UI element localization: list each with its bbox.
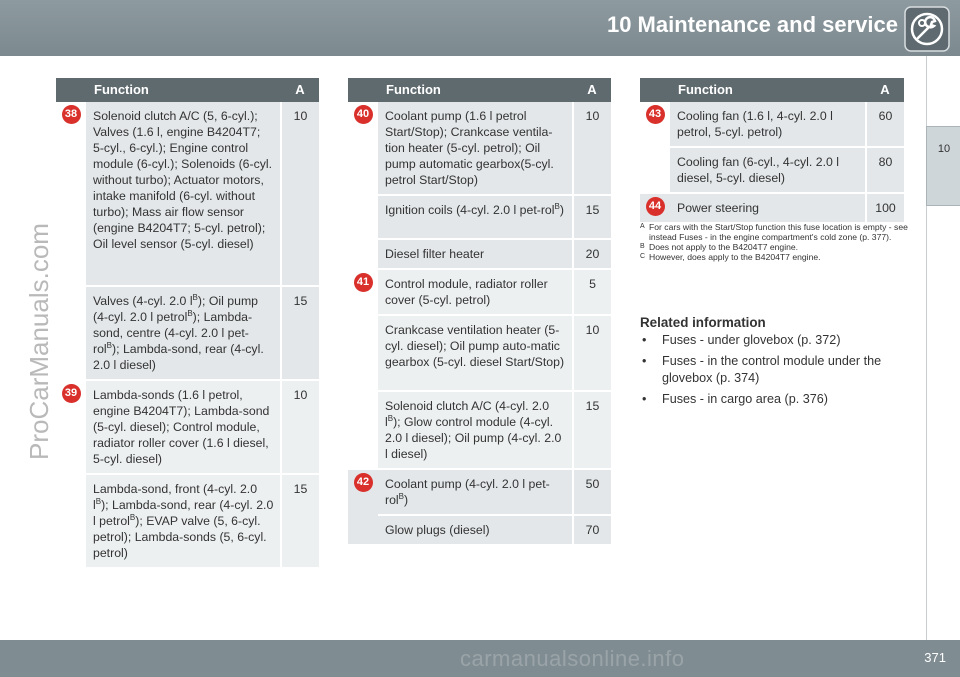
page-title: 10 Maintenance and service bbox=[606, 12, 898, 37]
table-row bbox=[348, 195, 611, 239]
footnote-text: For cars with the Start/Stop function this fuse location is empty - see instead Fuses - in the engine compartment's cold zone (p. 377). bbox=[649, 222, 908, 242]
header-function: Function bbox=[86, 78, 281, 102]
page-header bbox=[0, 0, 960, 56]
footnote bbox=[640, 252, 908, 262]
related-list bbox=[640, 332, 908, 408]
fuse-table-3 bbox=[640, 78, 904, 224]
table-row bbox=[640, 102, 904, 147]
table-row bbox=[348, 269, 611, 315]
header-amperage: A bbox=[866, 78, 904, 102]
fuse-function: Solenoid clutch A/C (5, 6-cyl.); Valves (1.6 l, engine B4204T7; 5-cyl., 6-cyl.); Engine control module (6-cyl.); Solenoids (6-cyl. without turbo); Actuator motors, intake manifold (6-cyl. without turbo); Mass air flow sensor (engine B4204T7; 5-cyl. petrol); Oil level sensor (5-cyl. diesel) bbox=[86, 102, 281, 286]
footnote-mark: B bbox=[640, 243, 645, 250]
fuse-amperage: 70 bbox=[573, 515, 611, 545]
related-heading: Related information bbox=[640, 315, 766, 330]
fuse-amperage: 15 bbox=[573, 391, 611, 469]
related-link-item[interactable] bbox=[640, 353, 908, 387]
related-link[interactable]: Fuses - in cargo area (p. 376) bbox=[662, 392, 828, 406]
footer-watermark: carmanualsonline.info bbox=[460, 646, 685, 671]
fuse-amperage: 15 bbox=[281, 474, 319, 568]
footnote-text: Does not apply to the B4204T7 engine. bbox=[649, 242, 799, 252]
header-amperage: A bbox=[281, 78, 319, 102]
fuse-amperage: 60 bbox=[866, 102, 904, 147]
related-link[interactable]: Fuses - under glovebox (p. 372) bbox=[662, 333, 841, 347]
fuse-function: Cooling fan (6-cyl., 4-cyl. 2.0 l diesel, 5-cyl. diesel) bbox=[670, 147, 866, 193]
fuse-function: Glow plugs (diesel) bbox=[378, 515, 573, 545]
fuse-number-badge: 39 bbox=[62, 384, 81, 403]
fuse-amperage: 10 bbox=[281, 102, 319, 286]
bullet-icon: • bbox=[642, 354, 647, 368]
fuse-amperage: 5 bbox=[573, 269, 611, 315]
fuse-number-badge: 41 bbox=[354, 273, 373, 292]
fuse-number-badge: 43 bbox=[646, 105, 665, 124]
fuse-table-2 bbox=[348, 78, 611, 546]
fuse-function: Coolant pump (1.6 l petrol Start/Stop); Crankcase ventila-tion heater (5-cyl. petrol); Oil pump automatic gearbox(5-cyl. petrol Start/Stop) bbox=[378, 102, 573, 195]
chapter-tab[interactable] bbox=[926, 126, 960, 206]
table-header-row bbox=[640, 78, 904, 102]
chapter-tab-label: 10 bbox=[937, 143, 951, 155]
header-number-cell bbox=[56, 78, 86, 102]
header-amperage: A bbox=[573, 78, 611, 102]
bullet-icon: • bbox=[642, 392, 647, 406]
fuse-function: Power steering bbox=[670, 193, 866, 223]
fuse-function: Ignition coils (4-cyl. 2.0 l pet-rol$^B$) bbox=[378, 195, 573, 239]
footnote bbox=[640, 222, 908, 242]
fuse-amperage: 15 bbox=[573, 195, 611, 239]
fuse-amperage: 10 bbox=[281, 380, 319, 474]
table-row bbox=[56, 474, 319, 568]
fuse-amperage: 10 bbox=[573, 315, 611, 391]
table-row bbox=[56, 286, 319, 380]
footnote-mark: A bbox=[640, 223, 645, 230]
fuse-function: Cooling fan (1.6 l, 4-cyl. 2.0 l petrol, 5-cyl. petrol) bbox=[670, 102, 866, 147]
table-row bbox=[56, 102, 319, 286]
related-link-item[interactable] bbox=[640, 332, 908, 349]
bullet-icon: • bbox=[642, 333, 647, 347]
fuse-number-badge: 42 bbox=[354, 473, 373, 492]
related-information bbox=[640, 314, 908, 412]
fuse-function: Lambda-sonds (1.6 l petrol, engine B4204T7); Lambda-sond (5-cyl. diesel); Control module, radiator roller cover (1.6 l diesel, 5-cyl. diesel) bbox=[86, 380, 281, 474]
header-number-cell bbox=[640, 78, 670, 102]
fuse-function: Control module, radiator roller cover (5-cyl. petrol) bbox=[378, 269, 573, 315]
table-row bbox=[348, 469, 611, 515]
fuse-amperage: 80 bbox=[866, 147, 904, 193]
table-header-row bbox=[348, 78, 611, 102]
fuse-function: Crankcase ventilation heater (5-cyl. diesel); Oil pump auto-matic gearbox (5-cyl. diesel Start/Stop) bbox=[378, 315, 573, 391]
footnote-mark: C bbox=[640, 253, 646, 260]
fuse-number-badge: 44 bbox=[646, 197, 665, 216]
table-row bbox=[640, 193, 904, 223]
header-function: Function bbox=[378, 78, 573, 102]
table-row bbox=[348, 239, 611, 269]
fuse-amperage: 15 bbox=[281, 286, 319, 380]
fuse-table-1 bbox=[56, 78, 319, 569]
fuse-function: Lambda-sond, front (4-cyl. 2.0 $l^B$); Lambda-sond, rear (4-cyl. 2.0 l petrol$^B$); EVAP valve (5, 6-cyl. petrol); Lambda-sonds (5, 6-cyl. petrol) bbox=[86, 474, 281, 568]
table-row bbox=[640, 147, 904, 193]
footnote-text: However, does apply to the B4204T7 engine. bbox=[649, 252, 821, 262]
table-row bbox=[56, 380, 319, 474]
table-row bbox=[348, 315, 611, 391]
footnotes bbox=[640, 222, 908, 262]
fuse-amperage: 100 bbox=[866, 193, 904, 223]
table-row bbox=[348, 391, 611, 469]
table-row bbox=[348, 515, 611, 545]
wrench-gear-icon bbox=[904, 6, 950, 52]
related-link[interactable]: Fuses - in the control module under the glovebox (p. 374) bbox=[662, 354, 882, 385]
fuse-amperage: 20 bbox=[573, 239, 611, 269]
page-number: 371 bbox=[924, 650, 946, 665]
header-number-cell bbox=[348, 78, 378, 102]
fuse-amperage: 10 bbox=[573, 102, 611, 195]
fuse-function: Diesel filter heater bbox=[378, 239, 573, 269]
page-footer bbox=[0, 640, 960, 677]
fuse-function: Solenoid clutch A/C (4-cyl. 2.0 $l^B$); Glow control module (4-cyl. 2.0 l diesel); Oil pump (4-cyl. 2.0 l diesel) bbox=[378, 391, 573, 469]
table-header-row bbox=[56, 78, 319, 102]
fuse-function: Valves (4-cyl. 2.0 $l^B$); Oil pump (4-cyl. 2.0 l petrol$^B$); Lambda-sond, centre (4-cyl. 2.0 l pet-rol$^B$); Lambda-sond, rear (4-cyl. 2.0 l diesel) bbox=[86, 286, 281, 380]
fuse-function: Coolant pump (4-cyl. 2.0 l pet-rol$^B$) bbox=[378, 469, 573, 515]
fuse-number-badge: 40 bbox=[354, 105, 373, 124]
fuse-number-badge: 38 bbox=[62, 105, 81, 124]
table-row bbox=[348, 102, 611, 195]
fuse-amperage: 50 bbox=[573, 469, 611, 515]
related-link-item[interactable] bbox=[640, 391, 908, 408]
header-function: Function bbox=[670, 78, 866, 102]
footnote bbox=[640, 242, 908, 252]
side-watermark: ProCarManuals.com bbox=[24, 223, 54, 460]
